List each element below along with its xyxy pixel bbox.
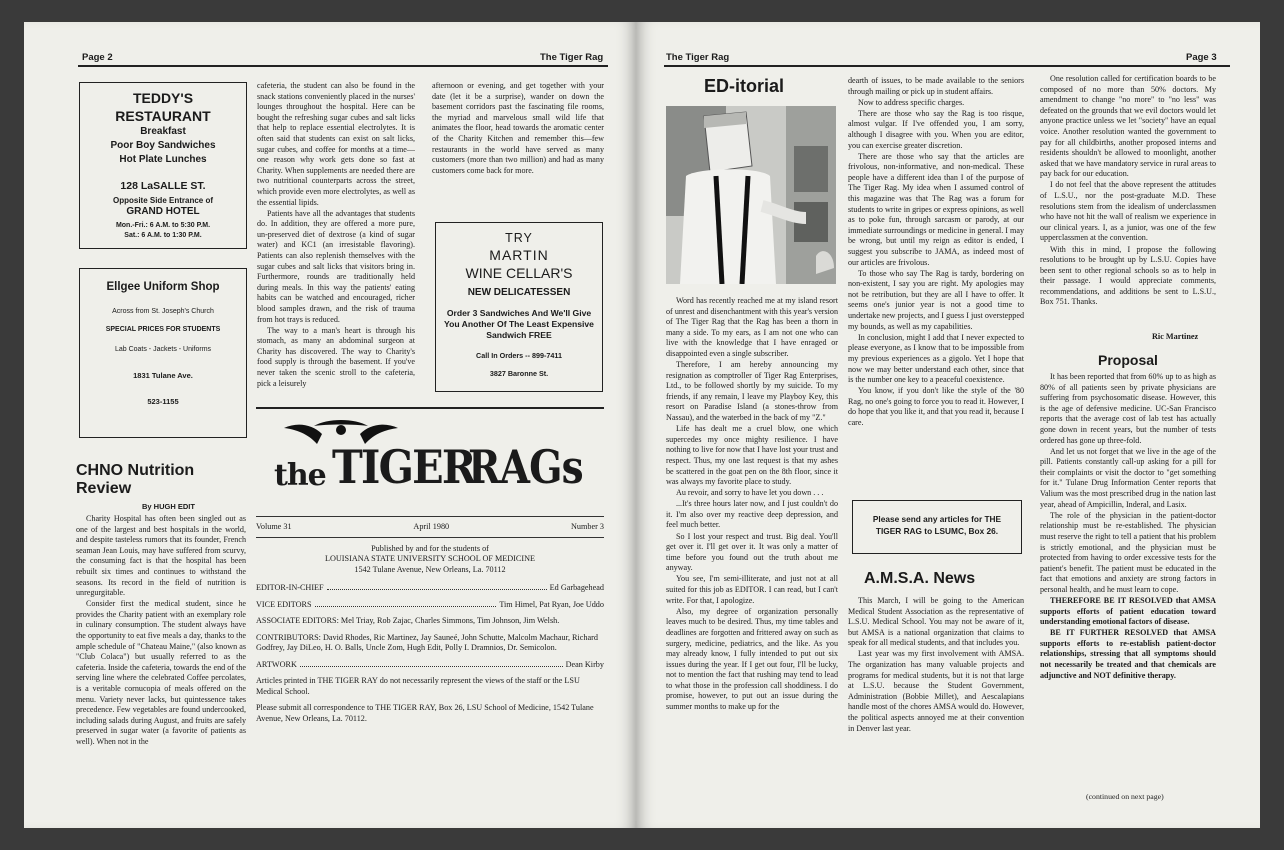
resolution: BE IT FURTHER RESOLVED that AMSA supports efforts to re-establish patient-doctor relationships, stressing that all symptoms should not necessarily be treated and that chemicals are adjunctive and NOT definitive therapy. — [1040, 628, 1216, 680]
artwork-name: Dean Kirby — [565, 659, 604, 669]
ad-line: TRY — [505, 231, 533, 245]
school-address: 1542 Tulane Avenue, New Orleans, La. 70112 — [354, 564, 506, 574]
paragraph: In conclusion, might I add that I never expected to please everyone, as I know that to be impossible from my previous experiences as a gigolo. Yet I hope that now we may better understand each other, since that is the number one key to a peaceful coexistence. — [848, 332, 1024, 385]
amsa-title: A.M.S.A. News — [864, 570, 976, 587]
amsa-column — [848, 596, 1024, 816]
page-3 — [636, 22, 1260, 828]
proposal-column — [1040, 372, 1216, 790]
paragraph: Life has dealt me a cruel blow, one which supercedes my once mighty resilience. I have nothing to live for now that I have lost your trust and respect. Thus, my one last request is that my ashes be scattered in the goat pen on the 8th floor, since it was always my favorite place to study. — [666, 424, 838, 487]
paragraph: Also, my degree of organization personally leaves much to be desired. Thus, my time tables and deadlines are forgotten and frittered away on such as surgery, medicine, pediatrics, and the like. As you may already know, I fully intended to put out six issues during the year. If I get out four, I'll be lucky, not to mention the fact that rushing may tend to lead to what those in the profession call shoddiness. I do promise, however, to put out an issue during the summer months to make up for the — [666, 606, 838, 712]
paragraph: With this in mind, I propose the following resolutions to be brought up by L.S.U. Copies have been sent to other regional schools so as to help in their passage. I would appreciate comments, recommendations, and additions be sent to L.S.U., Box 751. Thanks. — [1040, 244, 1216, 307]
ad-address: 3827 Baronne St. — [489, 369, 549, 378]
paragraph: This March, I will be going to the American Medical Student Association as the representative of L.S.U. Medical School. You may not be aware of it, but AMSA is a national organization that claims to speak for all medical students, and that includes you. — [848, 596, 1024, 648]
ellgee-uniform-ad — [79, 268, 247, 438]
ad-title: Ellgee Uniform Shop — [106, 281, 220, 293]
ad-line: WINE CELLAR'S — [465, 265, 573, 281]
paragraph: afternoon or evening, and get together with your date (let it be a surprise), wander on down the basement corridors past the fascinating file rooms, the myriad and marvelous small wild life that animates the floor, head towards the aromatic center of the Charity Kitchen and remember this—few restaurants in the world have served as many customers (more than two million) and had as many customers come back for more. — [432, 81, 604, 175]
teddys-restaurant-ad — [79, 82, 247, 249]
page-2 — [24, 22, 636, 828]
ad-special: SPECIAL PRICES FOR STUDENTS — [105, 326, 221, 333]
paragraph: You see, I'm semi-illiterate, and just not at all suited for this job as EDITOR. I can read, but I can't write. For that, I apologize. — [666, 574, 838, 605]
paragraph: You know, if you don't like the style of the '80 Rag, no one's going to force you to read it. However, I do hope that you like it, and that you read it, because I care. — [848, 386, 1024, 427]
ad-line: Hot Plate Lunches — [119, 154, 207, 165]
logo-tiger: TIGER — [332, 440, 475, 494]
nutrition-column-1 — [76, 514, 246, 814]
nutrition-column-3 — [432, 81, 604, 217]
logo-the: the — [274, 458, 326, 493]
editor-line — [256, 583, 604, 594]
continued-note: (continued on next page) — [1086, 792, 1164, 801]
ad-location: Across from St. Joseph's Church — [112, 308, 214, 315]
paragraph: I do not feel that the above represent the attitudes of L.S.U., nor the post-graduate M.D. These resolutions stem from the idealism of underclassmen who have not hit the wall of realism we experience in our clinical years. I, as a junior, was one of the few upperclassmen at the convention. — [1040, 180, 1216, 243]
ad-phone: 523-1155 — [147, 397, 179, 406]
magazine-spread — [24, 22, 1260, 828]
vice-editors-line — [256, 600, 604, 611]
paragraph: ...It's three hours later now, and I just couldn't do it. I'm also over my reactive deep depression, and feel much better. — [666, 499, 838, 530]
issue-line — [256, 522, 604, 533]
editorial-column-1 — [666, 296, 838, 816]
artwork-label: ARTWORK — [256, 659, 297, 669]
paragraph: dearth of issues, to be made available to the seniors through mailing or pick up in student affairs. — [848, 76, 1024, 96]
ad-hours: Sat.: 6 A.M. to 1:30 P.M. — [124, 232, 202, 239]
staff-box — [256, 516, 604, 724]
ad-line: MARTIN — [489, 247, 549, 263]
submit-articles-box: Please send any articles for THE TIGER RAG to LSUMC, Box 26. — [852, 500, 1022, 554]
tiger-rags-logo — [272, 414, 602, 514]
byline: By HUGH EDIT — [142, 502, 195, 511]
paragraph: Charity Hospital has often been singled out as one of the largest and best hospitals in the world, and despite tasteless rumors that its founder, French seaman Jean Louis, may have suffered from scurvy, the consuming fact is that the hospital has been rebuilt six times and continues to withstand the seasons. Its record in the field of nutrition is unregurgitable. — [76, 514, 246, 598]
paragraph: The way to a man's heart is through his stomach, as many an abdominal surgeon at Charity has discovered. The way to Charity's food supply is through the basement. If you've never taken the scenic stroll to the cafeteria, pick a leisurely — [257, 325, 415, 388]
title-line: CHNO Nutrition — [76, 462, 195, 479]
ad-line: Poor Boy Sandwiches — [110, 140, 216, 151]
ad-offer: Order 3 Sandwiches And We'll Give You Another Of The Least Expensive Sandwich FREE — [444, 308, 594, 340]
vice-names: Tim Himel, Pat Ryan, Joe Uddo — [499, 599, 604, 609]
ad-items: Lab Coats - Jackets - Uniforms — [114, 346, 212, 353]
running-title: The Tiger Rag — [540, 52, 604, 63]
nutrition-column-2 — [257, 81, 415, 409]
logo-rags: RAGs — [468, 440, 583, 494]
paragraph: Patients have all the advantages that students do. In addition, they are offered a more pure, un-preserved diet of dextrose (a kind of sugar water) and KC1 (an irresistable flavoring). Patients can also replenish themselves with the sugar cubes and salt licks that visitors bring in. Furthermore, rounds are traditionally held during meals. In this way the patients' eating habits can be watched and encouraged, richer blood samples drawn, and the risk of trauma from hot trays is reduced. — [257, 208, 415, 324]
ad-address: 1831 Tulane Ave. — [133, 371, 193, 380]
paragraph: One resolution called for certification boards to be composed of no more than 50% doctors. My amendment to change "no more" to "no less" was defeated on the grounds that we evil doctors would let anyone practice unless we let "society" have an equal voice. Another resolution wanted the government to pay for all childbirths, another proposed interns and residents shouldn't be allowed to moonlight, another asked that we have mandatory service in rural areas to pay back for our education. — [1040, 74, 1216, 179]
nutrition-title — [76, 462, 194, 498]
paragraph: And let us not forget that we live in the age of the pill. Patients constantly call-up asking for a pill for their complaints or visit the doctor to "get something for it." Tulane Drug Information Center reports that Valium was the most prescribed drug in the nation last year, ahead of Ampicillin, Inderal, and Lasix. — [1040, 446, 1216, 509]
issue-date: April 1980 — [413, 522, 450, 531]
page-number: Page 2 — [82, 52, 113, 63]
signoff: Ric Martinez — [1152, 332, 1199, 341]
ad-line: NEW DELICATESSEN — [467, 287, 571, 298]
paragraph: cafeteria, the student can also be found in the snack stations conveniently placed in the nurses' lounges throughout the hospital. Here can be bought the refreshing sugar cubes and salt licks that help to replace essential electrolytes. It is often said that students can exist on salt licks, sugar cubes, and coffee for months at a time—one reason why work gets done so fast at Charity. When supplements are needed there are two nutritional counterparts across the street, which provide even more electrolytes, as well as the essential lipids. — [257, 81, 415, 207]
paragraph: There are those who say that the articles are frivolous, non-informative, and non-medical. These people have a different idea than I of the purpose of The Tiger Rag. My idea when I assumed control of this magazine was that The Rag was a forum for students to write in gripes or express opinions, as well as to poke fun, through sarcasm or parody, at our immediate surroundings or medicine in general. I may be wrong, but until my reign as editor is ended, I suggest you subscribe to JAMA, as indeed most of our articles are frivolous. — [848, 151, 1024, 267]
paragraph: It has been reported that from 60% up to as high as 80% of all patients seen by private physicians are suffering from psychosomatic disease. However, this is the age of defensive medicine. UC-San Francisco reports that the average cost of lab test has actually gone down in recent years, but the number of tests ordered has gone up three-fold. — [1040, 372, 1216, 445]
ad-location: Opposite Side Entrance of — [112, 196, 213, 205]
vice-label: VICE EDITORS — [256, 599, 312, 609]
paragraph: Word has recently reached me at my island resort of unrest and disenchantment with this year's version of The Tiger Rag that the Rag has been a thorn in many a side. To my ears, as I am not one who can live with the knowledge that I have enraged or disappointed even a single subscriber. — [666, 296, 838, 358]
paragraph: Now to address specific charges. — [858, 97, 965, 107]
ad-location: GRAND HOTEL — [126, 206, 200, 217]
title-line: Review — [76, 480, 132, 497]
ad-address: 128 LaSALLE ST. — [120, 180, 206, 192]
editor-label: EDITOR-IN-CHIEF — [256, 583, 324, 592]
paragraph: Consider first the medical student, since he provides the Charity patient with an exemplary role in culinary consumption. The student always have the opportunity to eat five meals a day, thanks to the ample schedule of "Chateau Maine," (also known as "Club Colaca") but usually referred to as the cafeteria. Inside the cafeteria, towards the end of the serving line where the celebrated Coffee percolates, is a veritable cornucopia of meals offered on the menu. Variety never lacks, but quintessence takes precedence. Few vegetables are found undercooked, including salads during August, and fruits are safely preserved in sugar water (a favorite of patients as well). When not in the — [76, 599, 246, 746]
masthead-rule — [256, 407, 604, 409]
contributors: CONTRIBUTORS: David Rhodes, Ric Martinez, Jay Sauneé, John Schutte, Malcolm Machaur, Richard Godfrey, Jay DiLeo, H. O. Balls, Uncle Zom, Hugh Edit, Polly I. Dramnios, Dr. Semicolon. — [256, 632, 598, 652]
paragraph: So I lost your respect and trust. Big deal. You'll get over it. I'll get over it. It was only a matter of time before you found out the truth about me anyway. — [666, 531, 838, 573]
volume: Volume 31 — [256, 522, 292, 531]
school-name: LOUISIANA STATE UNIVERSITY SCHOOL OF MEDICINE — [324, 554, 535, 563]
resolution: THEREFORE BE IT RESOLVED that AMSA supports efforts of patient education toward understanding emotional factors of disease. — [1040, 595, 1216, 627]
running-title: The Tiger Rag — [666, 52, 730, 63]
amsa-continued-column — [1040, 74, 1216, 332]
proposal-title: Proposal — [1098, 352, 1158, 368]
header-rule — [664, 65, 1230, 67]
paragraph: The role of the physician in the patient-doctor relationship must be re-established. The physician must reserve the right to tell a patient that his problem is strictly emotional, and the physician must be protected from having to order excessive tests for the patient's benefit. The patient must be educated in the fact that emotions and anxiety are strong factors in personal health, and he must learn to cope. — [1040, 510, 1216, 594]
paragraph: To those who say The Rag is tardy, bordering on non-existent, I say you are right. My apologies may not be retribution, but they are all I have to offer. It seems one's junior year is not a good time to undertake new projects, and I guess I just overstepped my bounds, as well as my capabilities. — [848, 268, 1024, 331]
ad-line: Breakfast — [140, 126, 186, 137]
ad-hours: Mon.-Fri.: 6 A.M. to 5:30 P.M. — [115, 222, 211, 229]
paragraph: Therefore, I am hereby announcing my resignation as comptroller of Tiger Rag Enterprises, Ltd., to be followed shortly by my suicide. To my friends, if any remain, I leave my Playboy Key, this resort on Paradise Island (a stones-throw from Nassau), and the waterbed in the back of my "Z." — [666, 360, 838, 423]
ad-line: RESTAURANT — [115, 108, 211, 124]
ad-phone: Call In Orders -- 899-7411 — [476, 351, 562, 360]
masked-person-photo-icon — [666, 106, 836, 284]
published-by: Published by and for the students of — [371, 543, 489, 553]
paragraph: Last year was my first involvement with AMSA. The organization has many valuable projects and programs for medical students, but it is not that large at L.S.U. because the Student Government, Administration (Bobbie Millet), and Aescalapians handle most of the chores AMSA would do. However, the political aspects annoyed me at their convention in Denver last year. — [848, 649, 1024, 733]
paragraph: Au revoir, and sorry to have let you down . . . — [676, 488, 824, 498]
editor-name: Ed Garbagehead — [549, 583, 604, 592]
issue-number: Number 3 — [571, 522, 604, 531]
header-rule — [78, 65, 608, 67]
editorial-photo — [666, 106, 836, 284]
disclaimer: Articles printed in THE TIGER RAY do not necessarily represent the views of the staff or the LSU Medical School. — [256, 676, 580, 696]
ad-line: TEDDY'S — [132, 90, 194, 106]
artwork-line — [256, 660, 604, 671]
page-number: Page 3 — [1186, 52, 1217, 63]
paragraph: There are those who say the Rag is too risque, almost vulgar. If I've offended you, I am sorry, although I disagree with you. When you are editor, you can exercise greater discretion. — [848, 108, 1024, 150]
editorial-title: ED-itorial — [704, 76, 785, 96]
correspondence: Please submit all correspondence to THE TIGER RAY, Box 26, LSU School of Medicine, 1542 Tulane Avenue, New Orleans, La. 70112. — [256, 703, 594, 723]
associate-editors: ASSOCIATE EDITORS: Mel Triay, Rob Zajac, Charles Simmons, Tim Johnson, Jim Welsh. — [256, 616, 560, 625]
martin-wine-cellar-ad — [435, 222, 603, 392]
editorial-column-2 — [848, 76, 1024, 492]
